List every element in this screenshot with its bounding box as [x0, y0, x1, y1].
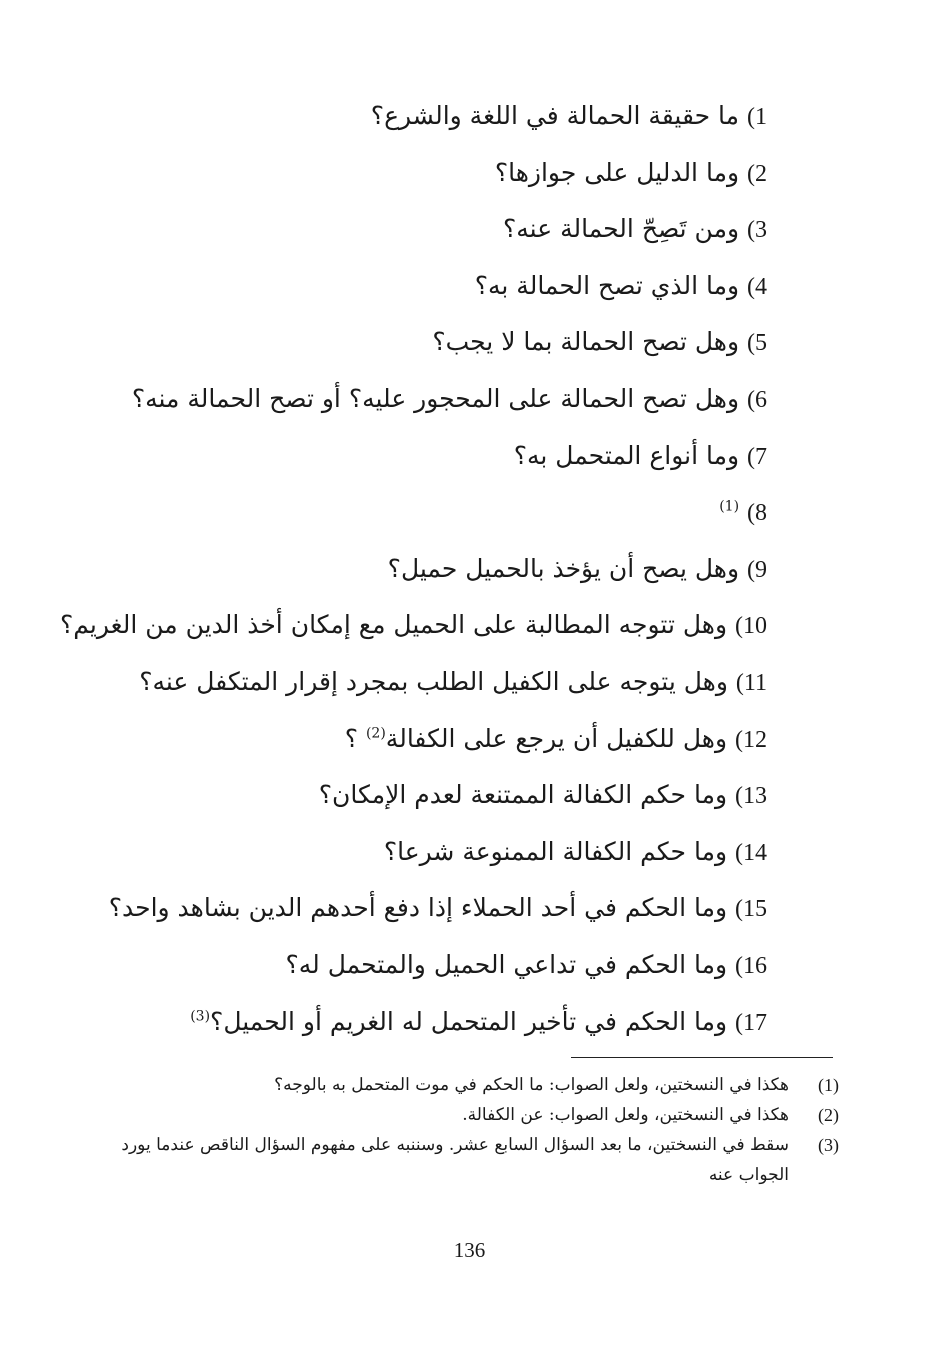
question-text: وما أنواع المتحمل به؟: [513, 440, 740, 470]
question-item: [107, 773, 767, 830]
question-item: [107, 943, 767, 1000]
footnote-separator: [571, 1057, 833, 1058]
footnote-reference: (3): [190, 1008, 211, 1025]
question-text: وهل تصح الحمالة على المحجور عليه؟ أو تصح الحمالة منه؟: [131, 383, 740, 413]
question-text: وما الدليل على جوازها؟: [494, 157, 740, 187]
question-text: وهل تصح الحمالة بما لا يجب؟: [432, 327, 740, 357]
footnote-text: سقط في النسختين، ما بعد السؤال السابع عشر. وسننبه على مفهوم السؤال الناقص عندما يورد الجواب عنه: [121, 1135, 789, 1185]
page-number: 136: [453, 1238, 486, 1262]
question-item: [107, 1000, 767, 1057]
question-number: 7): [747, 443, 767, 470]
question-text: ومن تَصِحّ الحمالة عنه؟: [503, 214, 740, 244]
question-number: 16): [735, 952, 767, 979]
question-text: وما حكم الكفالة الممتنعة لعدم الإمكان؟: [318, 780, 728, 810]
question-text: ما حقيقة الحمالة في اللغة والشرع؟: [370, 101, 740, 130]
question-number: 12): [735, 726, 767, 753]
question-number: 15): [735, 896, 767, 923]
question-item: [107, 151, 767, 208]
question-text: وما الذي تصح الحمالة به؟: [474, 270, 740, 300]
question-number: 6): [747, 386, 767, 413]
question-item: [107, 660, 767, 717]
question-text: وما الحكم في تأخير المتحمل له الغريم أو الحميل؟: [210, 1006, 728, 1036]
question-number: 4): [747, 273, 767, 300]
question-text: وهل تتوجه المطالبة على الحميل مع إمكان أخذ الدين من الغريم؟: [60, 610, 728, 640]
question-number: 10): [735, 613, 767, 640]
question-text: وما الحكم في أحد الحملاء إذا دفع أحدهم الدين بشاهد واحد؟: [108, 893, 728, 923]
question-item: [107, 434, 767, 491]
question-item: [107, 94, 767, 151]
footnote-text: هكذا في النسختين، ولعل الصواب: عن الكفالة.: [462, 1105, 789, 1125]
question-text: وما حكم الكفالة الممنوعة شرعا؟: [383, 836, 728, 866]
footnote-text: هكذا في النسختين، ولعل الصواب: ما الحكم في موت المتحمل به بالوجه؟: [274, 1075, 789, 1095]
question-number: 17): [735, 1009, 767, 1036]
question-item: [107, 547, 767, 604]
question-number: 9): [747, 556, 767, 583]
question-text: وما الحكم في تداعي الحميل والمتحمل له؟: [285, 949, 728, 979]
question-text: وهل يتوجه على الكفيل الطلب بمجرد إقرار المتكفل عنه؟: [139, 666, 728, 696]
question-tail: ؟: [344, 723, 366, 753]
question-item: [107, 490, 767, 547]
question-text: وهل للكفيل أن يرجع على الكفالة: [385, 723, 728, 753]
question-number: 14): [735, 839, 767, 866]
question-item: [60, 603, 767, 660]
question-item: [107, 320, 767, 377]
footnote-number: (1): [818, 1075, 839, 1095]
question-item: [107, 377, 767, 434]
question-item: [107, 207, 767, 264]
question-number: 11): [735, 669, 767, 696]
footnote-reference: (2): [365, 725, 386, 742]
question-list: [60, 94, 767, 1056]
footnote-list: [109, 1070, 839, 1190]
footnote-reference: (1): [719, 498, 740, 515]
question-item: [107, 264, 767, 321]
question-text: وهل يصح أن يؤخذ بالحميل حميل؟: [387, 553, 740, 583]
question-number: 1): [747, 104, 767, 130]
question-number: 13): [735, 783, 767, 810]
question-item: [107, 886, 767, 943]
footnote-item: [109, 1100, 839, 1130]
question-item: [107, 830, 767, 887]
question-number: 2): [747, 160, 767, 187]
question-number: 5): [747, 330, 767, 357]
footnote-number: (3): [818, 1135, 839, 1155]
footnote-item: [109, 1130, 839, 1190]
question-item: [107, 717, 767, 774]
footnote-item: [109, 1070, 839, 1100]
question-number: 3): [747, 217, 767, 244]
footnote-number: (2): [818, 1105, 839, 1125]
question-number: 8): [747, 500, 767, 527]
